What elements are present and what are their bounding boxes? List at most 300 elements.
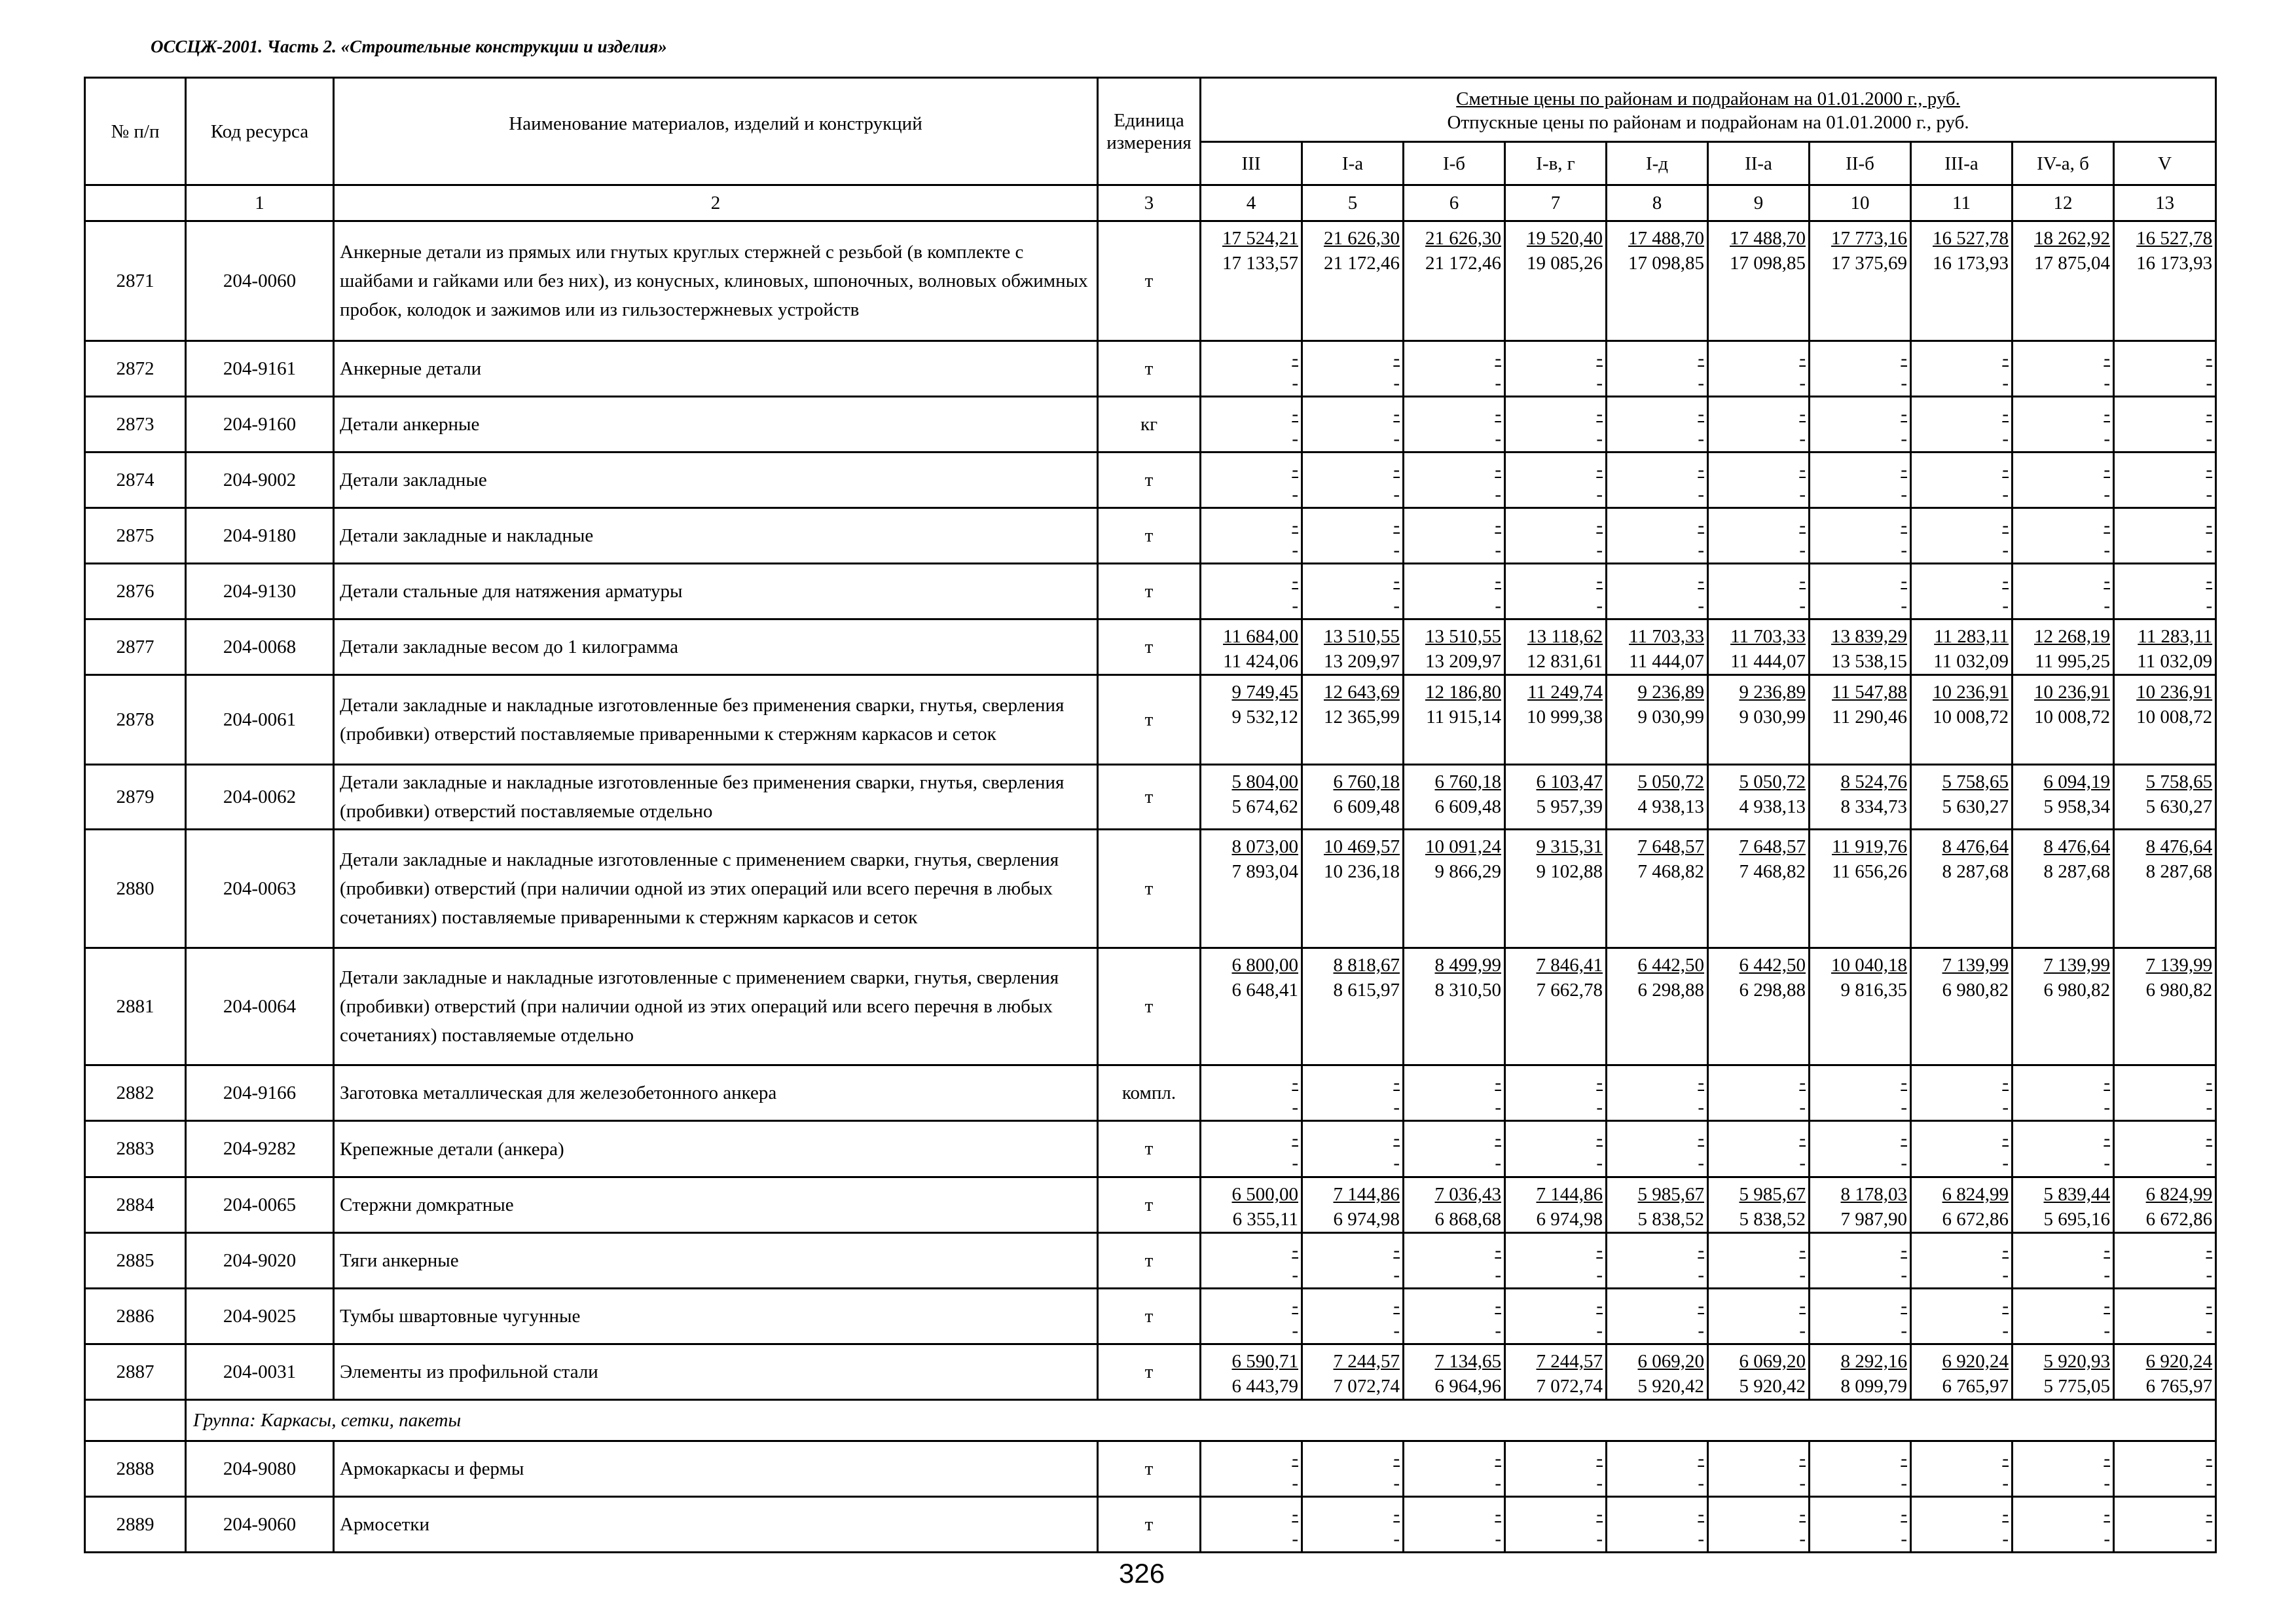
release-price: - — [1495, 1320, 1501, 1341]
estimate-price: - — [1393, 1448, 1400, 1469]
material-name: Элементы из профильной стали — [334, 1344, 1098, 1400]
release-price: - — [1596, 1528, 1603, 1549]
release-price: - — [2206, 1097, 2213, 1118]
release-price: 13 209,97 — [1425, 651, 1501, 672]
resource-code: 204-9130 — [186, 564, 334, 619]
release-price: 11 424,06 — [1223, 651, 1298, 672]
column-number: 7 — [1505, 185, 1607, 221]
estimate-price: 12 643,69 — [1324, 682, 1400, 703]
price-cell — [2114, 1121, 2216, 1177]
price-cell — [1404, 1121, 1505, 1177]
estimate-price: - — [2002, 1295, 2009, 1316]
column-number: 12 — [2013, 185, 2114, 221]
estimate-price: 19 520,40 — [1527, 228, 1603, 249]
material-name: Армокаркасы и фермы — [334, 1441, 1098, 1497]
estimate-price: - — [1698, 1072, 1704, 1093]
estimate-price: - — [1799, 459, 1806, 480]
price-cell — [1404, 221, 1505, 341]
release-price-caption: Отпускные цены по районам и подрайонам на 01.01.2000 г., руб. — [1447, 111, 1969, 133]
price-cell — [2013, 1121, 2114, 1177]
estimate-price: - — [1596, 570, 1603, 591]
table-row — [85, 1233, 2216, 1289]
resource-code: 204-9020 — [186, 1233, 334, 1289]
region-header: II-а — [1708, 142, 1810, 185]
release-price: - — [1495, 1264, 1501, 1285]
price-cell — [1505, 397, 1607, 452]
price-cell — [1911, 564, 2013, 619]
resource-code: 204-9025 — [186, 1289, 334, 1344]
estimate-price: - — [2104, 1072, 2110, 1093]
estimate-price: 7 648,57 — [1739, 836, 1806, 857]
resource-code: 204-9166 — [186, 1065, 334, 1121]
col-header-num: № п/п — [85, 78, 186, 185]
release-price: - — [1901, 1097, 1907, 1118]
estimate-price: 6 760,18 — [1333, 771, 1400, 792]
price-cell — [1810, 765, 1911, 830]
estimate-price: 17 488,70 — [1730, 228, 1806, 249]
price-cell — [1607, 1441, 1708, 1497]
release-price: 11 032,09 — [1933, 651, 2009, 672]
price-cell — [1404, 765, 1505, 830]
release-price: - — [2002, 1320, 2009, 1341]
estimate-price: 5 758,65 — [1942, 771, 2009, 792]
release-price: 7 072,74 — [1333, 1376, 1400, 1397]
estimate-price: 21 626,30 — [1425, 228, 1501, 249]
estimate-price: 5 050,72 — [1739, 771, 1806, 792]
price-cell — [2013, 1177, 2114, 1233]
row-number: 2876 — [85, 564, 186, 619]
row-number: 2883 — [85, 1121, 186, 1177]
resource-code: 204-9002 — [186, 452, 334, 508]
estimate-price: 6 920,24 — [2145, 1351, 2213, 1372]
estimate-price: - — [2104, 515, 2110, 536]
estimate-price: - — [1393, 403, 1400, 424]
row-number: 2873 — [85, 397, 186, 452]
material-name: Заготовка металлическая для железобетонного анкера — [334, 1065, 1098, 1121]
price-cell — [1201, 675, 1302, 765]
release-price: - — [2206, 484, 2213, 505]
estimate-price: 6 800,00 — [1231, 955, 1298, 976]
price-cell — [1404, 341, 1505, 397]
release-price: 5 775,05 — [2043, 1376, 2110, 1397]
unit: т — [1098, 830, 1201, 948]
estimate-price: - — [1596, 403, 1603, 424]
release-price: - — [1393, 1097, 1400, 1118]
price-cell — [1404, 1177, 1505, 1233]
col-header-name: Наименование материалов, изделий и конструкций — [334, 78, 1098, 185]
unit: т — [1098, 1289, 1201, 1344]
price-cell — [1302, 1121, 1404, 1177]
estimate-price: - — [1596, 1128, 1603, 1149]
release-price: 17 133,57 — [1222, 253, 1298, 274]
release-price: 4 938,13 — [1739, 796, 1806, 817]
price-cell — [1810, 1497, 1911, 1553]
estimate-price: 5 758,65 — [2145, 771, 2213, 792]
material-name: Детали закладные и накладные изготовленные с применением сварки, гнутья, сверления (пробивки) отверстий (при наличии одной из этих операций или всего перечня в любых сочетаниях) поставляемые отдельно — [334, 948, 1098, 1065]
release-price: - — [2002, 540, 2009, 561]
price-table — [84, 77, 2217, 1553]
resource-code: 204-9161 — [186, 341, 334, 397]
price-cell — [1201, 564, 1302, 619]
table-row — [85, 221, 2216, 341]
estimate-price: - — [1495, 403, 1501, 424]
price-cell — [2013, 948, 2114, 1065]
region-header: I-б — [1404, 142, 1505, 185]
release-price: 11 444,07 — [1629, 651, 1704, 672]
price-cell — [1201, 1065, 1302, 1121]
price-cell — [1302, 675, 1404, 765]
estimate-price: 11 283,11 — [2138, 626, 2213, 647]
price-cell — [2013, 564, 2114, 619]
region-header: IV-а, б — [2013, 142, 2114, 185]
release-price: 6 672,86 — [1942, 1209, 2009, 1230]
price-cell — [2114, 1065, 2216, 1121]
price-cell — [1607, 619, 1708, 675]
estimate-price: - — [1292, 348, 1298, 369]
resource-code: 204-9160 — [186, 397, 334, 452]
material-name: Детали закладные и накладные изготовленные без применения сварки, гнутья, сверления (пробивки) отверстий поставляемые приваренными к стержням каркасов и сеток — [334, 675, 1098, 765]
release-price: 6 648,41 — [1231, 980, 1298, 1001]
unit: т — [1098, 948, 1201, 1065]
estimate-price: - — [1292, 1240, 1298, 1261]
price-cell — [1505, 1177, 1607, 1233]
price-cell — [1404, 1497, 1505, 1553]
estimate-price: 6 442,50 — [1637, 955, 1704, 976]
price-cell — [1404, 619, 1505, 675]
price-cell — [1607, 508, 1708, 564]
release-price: - — [2002, 1153, 2009, 1173]
table-row — [85, 1441, 2216, 1497]
price-cell — [1810, 564, 1911, 619]
estimate-price: 8 476,64 — [2043, 836, 2110, 857]
price-cell — [1302, 948, 1404, 1065]
release-price: 12 831,61 — [1527, 651, 1603, 672]
release-price: - — [1698, 1320, 1704, 1341]
unit: т — [1098, 1233, 1201, 1289]
release-price: 6 765,97 — [2145, 1376, 2213, 1397]
estimate-price: 11 703,33 — [1629, 626, 1704, 647]
release-price: 6 974,98 — [1333, 1209, 1400, 1230]
release-price: - — [2002, 373, 2009, 394]
release-price: - — [1799, 1473, 1806, 1494]
release-price: - — [1393, 373, 1400, 394]
material-name: Детали закладные — [334, 452, 1098, 508]
estimate-price: - — [1393, 1128, 1400, 1149]
price-cell — [1708, 1121, 1810, 1177]
estimate-price: 12 186,80 — [1425, 682, 1501, 703]
release-price: 7 468,82 — [1739, 861, 1806, 882]
price-cell — [1302, 830, 1404, 948]
release-price: 11 444,07 — [1730, 651, 1806, 672]
estimate-price: - — [2104, 1448, 2110, 1469]
material-name: Армосетки — [334, 1497, 1098, 1553]
unit: т — [1098, 1497, 1201, 1553]
estimate-price: - — [1596, 1295, 1603, 1316]
price-cell — [2114, 508, 2216, 564]
price-cell — [1911, 675, 2013, 765]
release-price: 11 290,46 — [1832, 707, 1907, 728]
estimate-price: - — [2002, 515, 2009, 536]
price-cell — [2114, 341, 2216, 397]
estimate-price: 6 590,71 — [1231, 1351, 1298, 1372]
release-price: - — [1596, 1320, 1603, 1341]
estimate-price: - — [1495, 1504, 1501, 1524]
price-cell — [1607, 765, 1708, 830]
table-body — [85, 221, 2216, 1553]
estimate-price: 7 139,99 — [2043, 955, 2110, 976]
price-cell — [1911, 1289, 2013, 1344]
price-cell — [1505, 675, 1607, 765]
row-number: 2881 — [85, 948, 186, 1065]
estimate-price: 18 262,92 — [2034, 228, 2110, 249]
price-cell — [1810, 1121, 1911, 1177]
release-price: - — [1292, 1528, 1298, 1549]
release-price: 8 615,97 — [1333, 980, 1400, 1001]
price-cell — [1607, 1344, 1708, 1400]
release-price: - — [1596, 1153, 1603, 1173]
table-row — [85, 508, 2216, 564]
price-cell — [1302, 341, 1404, 397]
price-cell — [1911, 397, 2013, 452]
price-cell — [1708, 830, 1810, 948]
material-name: Анкерные детали из прямых или гнутых круглых стержней с резьбой (в комплекте с шайбами и гайками или без них), из конусных, клиновых, шпоночных, волновых обжимных пробок, колодок и зажимов или из гильзостержневых устройств — [334, 221, 1098, 341]
column-number: 1 — [186, 185, 334, 221]
estimate-price: - — [1799, 1295, 1806, 1316]
estimate-price: - — [1596, 348, 1603, 369]
group-blank-cell — [85, 1400, 186, 1441]
resource-code: 204-0060 — [186, 221, 334, 341]
price-cell — [1404, 675, 1505, 765]
price-cell — [1404, 1065, 1505, 1121]
estimate-price: - — [2206, 515, 2213, 536]
estimate-price: 6 824,99 — [2145, 1184, 2213, 1205]
price-cell — [2114, 1344, 2216, 1400]
material-name: Детали закладные весом до 1 килограмма — [334, 619, 1098, 675]
estimate-price: - — [1596, 1240, 1603, 1261]
release-price: - — [1393, 484, 1400, 505]
release-price: - — [1495, 484, 1501, 505]
estimate-price: 6 442,50 — [1739, 955, 1806, 976]
price-cell — [1607, 675, 1708, 765]
group-row — [85, 1400, 2216, 1441]
release-price: - — [1901, 1528, 1907, 1549]
estimate-price: - — [1495, 515, 1501, 536]
release-price: 4 938,13 — [1637, 796, 1704, 817]
estimate-price: - — [1799, 1240, 1806, 1261]
resource-code: 204-0031 — [186, 1344, 334, 1400]
price-cell — [1201, 1441, 1302, 1497]
estimate-price: 21 626,30 — [1324, 228, 1400, 249]
estimate-price: 17 488,70 — [1628, 228, 1704, 249]
release-price: - — [1901, 1153, 1907, 1173]
estimate-price: - — [1292, 515, 1298, 536]
price-cell — [1708, 1233, 1810, 1289]
estimate-price: - — [1799, 1072, 1806, 1093]
price-cell — [1911, 452, 2013, 508]
estimate-price: 10 236,91 — [2136, 682, 2213, 703]
estimate-price: - — [2206, 1072, 2213, 1093]
estimate-price: 9 236,89 — [1739, 682, 1806, 703]
price-cell — [1607, 830, 1708, 948]
estimate-price: - — [2104, 348, 2110, 369]
release-price: 10 236,18 — [1324, 861, 1400, 882]
release-price: 9 816,35 — [1840, 980, 1907, 1001]
estimate-price: - — [1292, 1128, 1298, 1149]
price-cell — [1505, 1497, 1607, 1553]
price-cell — [1607, 341, 1708, 397]
table-row — [85, 341, 2216, 397]
price-cell — [1911, 765, 2013, 830]
release-price: 5 630,27 — [1942, 796, 2009, 817]
price-cell — [1404, 452, 1505, 508]
estimate-price: - — [2104, 459, 2110, 480]
price-cell — [1911, 1177, 2013, 1233]
price-cell — [1911, 619, 2013, 675]
estimate-price: 5 985,67 — [1739, 1184, 1806, 1205]
estimate-price: 17 524,21 — [1222, 228, 1298, 249]
price-cell — [1505, 1233, 1607, 1289]
price-cell — [1302, 564, 1404, 619]
estimate-price: - — [1698, 1240, 1704, 1261]
release-price: 11 032,09 — [2137, 651, 2213, 672]
estimate-price: 10 236,91 — [1933, 682, 2009, 703]
price-cell — [1201, 1177, 1302, 1233]
release-price: 9 866,29 — [1434, 861, 1501, 882]
release-price: - — [1901, 595, 1907, 616]
price-cell — [1607, 948, 1708, 1065]
estimate-price: - — [2206, 1128, 2213, 1149]
price-cell — [1404, 508, 1505, 564]
estimate-price: 8 499,99 — [1434, 955, 1501, 976]
release-price: 6 868,68 — [1434, 1209, 1501, 1230]
release-price: - — [1292, 373, 1298, 394]
release-price: - — [1292, 540, 1298, 561]
region-header: I-в, г — [1505, 142, 1607, 185]
price-cell — [1708, 948, 1810, 1065]
price-cell — [2114, 830, 2216, 948]
unit: т — [1098, 341, 1201, 397]
estimate-price: 6 824,99 — [1942, 1184, 2009, 1205]
estimate-price: - — [2206, 1448, 2213, 1469]
release-price: - — [1495, 1473, 1501, 1494]
estimate-price: 5 839,44 — [2043, 1184, 2110, 1205]
price-cell — [1201, 1289, 1302, 1344]
price-cell — [1607, 1497, 1708, 1553]
estimate-price: 9 236,89 — [1637, 682, 1704, 703]
estimate-price: - — [2206, 1295, 2213, 1316]
price-cell — [2114, 619, 2216, 675]
estimate-price: - — [1495, 1240, 1501, 1261]
price-cell — [2013, 619, 2114, 675]
estimate-price: 6 103,47 — [1536, 771, 1603, 792]
release-price: - — [2206, 1528, 2213, 1549]
price-cell — [2013, 508, 2114, 564]
release-price: 10 008,72 — [1933, 707, 2009, 728]
table-row — [85, 948, 2216, 1065]
price-cell — [1810, 948, 1911, 1065]
release-price: 6 443,79 — [1231, 1376, 1298, 1397]
release-price: - — [1596, 428, 1603, 449]
estimate-price: 13 839,29 — [1831, 626, 1907, 647]
estimate-price: - — [1495, 1072, 1501, 1093]
unit: т — [1098, 452, 1201, 508]
price-cell — [1607, 1233, 1708, 1289]
estimate-price: - — [1596, 1072, 1603, 1093]
col-header-code: Код ресурса — [186, 78, 334, 185]
release-price: - — [2104, 595, 2110, 616]
release-price: - — [1596, 595, 1603, 616]
estimate-price: 8 073,00 — [1231, 836, 1298, 857]
release-price: - — [1901, 1264, 1907, 1285]
material-name: Анкерные детали — [334, 341, 1098, 397]
release-price: 5 957,39 — [1536, 796, 1603, 817]
resource-code: 204-9080 — [186, 1441, 334, 1497]
estimate-price: 7 244,57 — [1333, 1351, 1400, 1372]
release-price: - — [1393, 1153, 1400, 1173]
column-number: 10 — [1810, 185, 1911, 221]
estimate-price: - — [2104, 1295, 2110, 1316]
price-cell — [2013, 1289, 2114, 1344]
release-price: 6 298,88 — [1739, 980, 1806, 1001]
price-cell — [1505, 508, 1607, 564]
estimate-price: - — [2206, 1504, 2213, 1524]
price-cell — [1201, 619, 1302, 675]
estimate-price: 10 091,24 — [1425, 836, 1501, 857]
release-price: 6 298,88 — [1637, 980, 1704, 1001]
estimate-price: - — [2104, 570, 2110, 591]
release-price: 6 980,82 — [2145, 980, 2213, 1001]
price-cell — [1708, 1289, 1810, 1344]
region-header: III — [1201, 142, 1302, 185]
price-cell — [1911, 508, 2013, 564]
price-cell — [1911, 1233, 2013, 1289]
release-price: - — [1292, 484, 1298, 505]
release-price: - — [2206, 1264, 2213, 1285]
release-price: - — [2206, 1473, 2213, 1494]
price-cell — [1810, 397, 1911, 452]
estimate-price: - — [2002, 1128, 2009, 1149]
estimate-price: - — [1292, 1448, 1298, 1469]
release-price: - — [2002, 1528, 2009, 1549]
estimate-price: 10 040,18 — [1831, 955, 1907, 976]
release-price: - — [2104, 1153, 2110, 1173]
release-price: 9 030,99 — [1637, 707, 1704, 728]
resource-code: 204-9282 — [186, 1121, 334, 1177]
estimate-price: 7 139,99 — [1942, 955, 2009, 976]
release-price: - — [1292, 428, 1298, 449]
table-row — [85, 675, 2216, 765]
release-price: - — [1901, 484, 1907, 505]
estimate-price: - — [2206, 348, 2213, 369]
row-number: 2882 — [85, 1065, 186, 1121]
price-cell — [1607, 1065, 1708, 1121]
price-cell — [1201, 948, 1302, 1065]
release-price: 11 915,14 — [1426, 707, 1501, 728]
price-cell — [1607, 397, 1708, 452]
page-number: 326 — [1119, 1558, 1165, 1589]
release-price: 17 098,85 — [1730, 253, 1806, 274]
release-price: - — [1799, 540, 1806, 561]
material-name: Детали закладные и накладные изготовленные с применением сварки, гнутья, сверления (пробивки) отверстий (при наличии одной из этих операций или всего перечня в любых сочетаниях) поставляемые приваренными к стержням каркасов и сеток — [334, 830, 1098, 948]
estimate-price: 8 178,03 — [1840, 1184, 1907, 1205]
estimate-price: 6 760,18 — [1434, 771, 1501, 792]
row-number: 2877 — [85, 619, 186, 675]
estimate-price: - — [2104, 403, 2110, 424]
release-price: - — [1799, 1153, 1806, 1173]
material-name: Тумбы швартовные чугунные — [334, 1289, 1098, 1344]
estimate-price: - — [1292, 570, 1298, 591]
unit: т — [1098, 619, 1201, 675]
